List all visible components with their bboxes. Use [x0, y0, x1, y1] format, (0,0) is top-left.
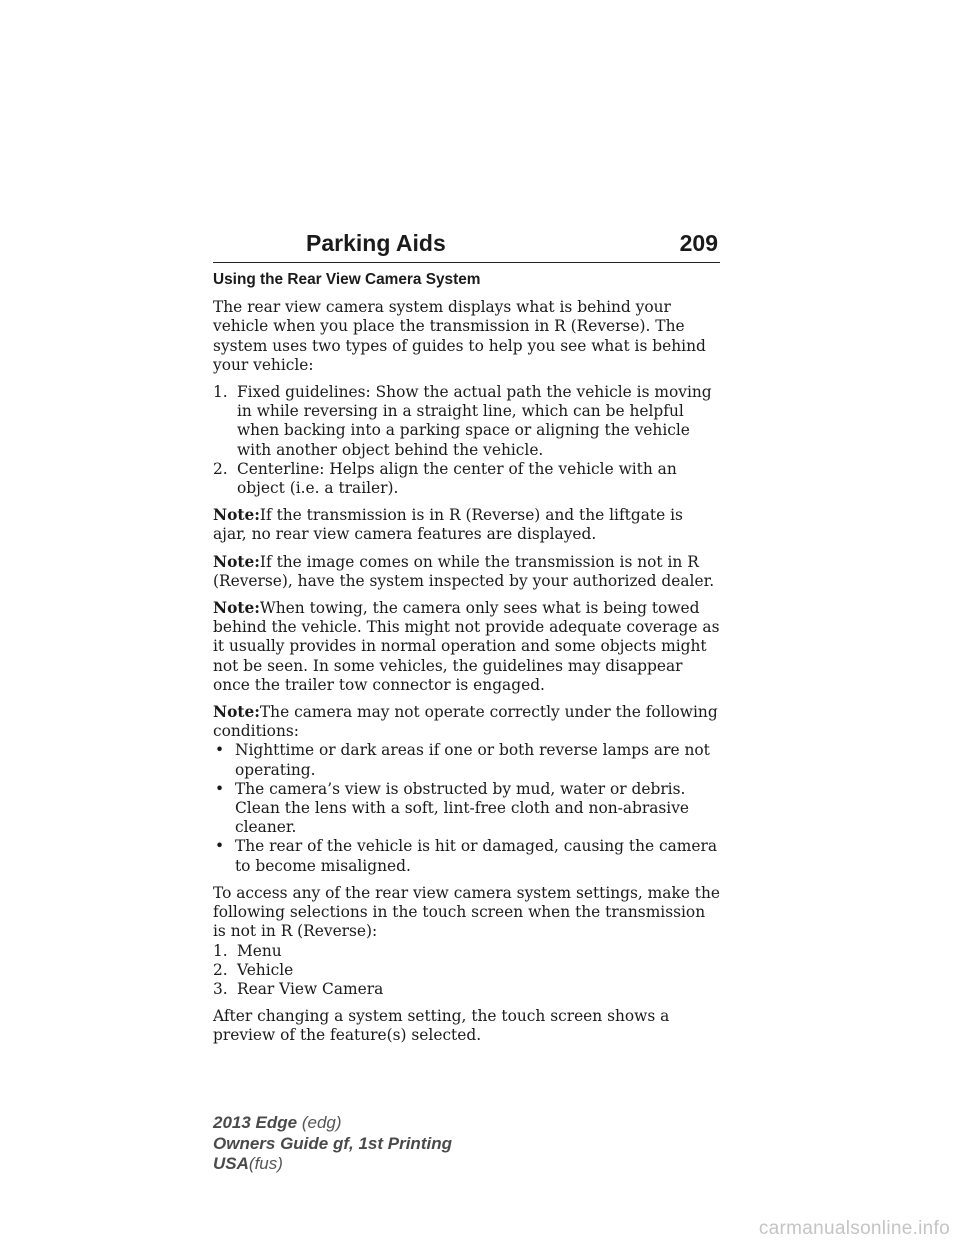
note-paragraph	[213, 703, 720, 741]
list-item	[213, 942, 720, 961]
guides-list	[213, 383, 720, 498]
list-marker: 1.	[213, 941, 228, 960]
list-item	[213, 460, 720, 498]
list-marker: 2.	[213, 459, 228, 478]
note-text: If the image comes on while the transmission is not in R (Reverse), have the system inspected by your authorized dealer.	[213, 552, 715, 590]
intro-paragraph: The rear view camera system displays what is behind your vehicle when you place the transmission in R (Reverse). The system uses two types of guides to help you see what is behind your vehicle:	[213, 298, 706, 374]
note-paragraph	[213, 553, 720, 591]
note-paragraph	[213, 506, 720, 544]
list-item	[213, 980, 720, 999]
note-label: Note:	[213, 506, 260, 525]
footer-model-code: (edg)	[301, 1113, 342, 1132]
note-label: Note:	[213, 599, 260, 618]
footer-model: 2013 Edge	[213, 1113, 298, 1132]
list-marker: 3.	[213, 979, 228, 998]
list-item-text: Vehicle	[237, 960, 294, 979]
footer-market: USA	[213, 1154, 249, 1173]
note-text: If the transmission is in R (Reverse) and the liftgate is ajar, no rear view camera features are displayed.	[213, 506, 683, 544]
site-watermark: carmanualsonline.info	[758, 1218, 950, 1239]
footer-guide-edition: Owners Guide gf, 1st Printing	[213, 1133, 452, 1153]
bullet-marker: •	[215, 741, 225, 760]
list-item-text: Fixed guidelines: Show the actual path the vehicle is moving in while reversing in a straight line, which can be helpful when backing into a parking space or aligning the vehicle with another object behind the vehicle.	[237, 383, 712, 459]
note-paragraph	[213, 599, 720, 695]
list-item	[213, 837, 720, 875]
list-item-text: The rear of the vehicle is hit or damaged, causing the camera to become misaligned.	[235, 837, 718, 875]
list-item-text: The camera’s view is obstructed by mud, water or debris. Clean the lens with a soft, lint-free cloth and non-abrasive cleaner.	[235, 779, 690, 837]
conditions-list	[213, 741, 720, 875]
access-paragraph: To access any of the rear view camera system settings, make the following selections in the touch screen when the transmission is not in R (Reverse):	[213, 883, 720, 941]
page-number: 209	[679, 230, 718, 256]
footer-market-code: (fus)	[248, 1154, 283, 1173]
bullet-marker: •	[215, 837, 225, 856]
list-item	[213, 383, 720, 460]
print-footer	[213, 1113, 452, 1175]
footer-line	[213, 1154, 452, 1175]
bullet-marker: •	[215, 779, 225, 798]
list-item	[213, 741, 720, 779]
list-marker: 2.	[213, 960, 228, 979]
note-label: Note:	[213, 703, 260, 722]
list-item	[213, 780, 720, 838]
list-item-text: Centerline: Helps align the center of the vehicle with an object (i.e. a trailer).	[237, 459, 677, 498]
chapter-title: Parking Aids	[306, 230, 446, 256]
list-item-text: Menu	[237, 941, 282, 960]
section-title: Using the Rear View Camera System	[213, 271, 481, 288]
list-item-text: Rear View Camera	[237, 979, 384, 998]
note-text: When towing, the camera only sees what is being towed behind the vehicle. This might not provide adequate coverage as it usually provides in normal operation and some objects might not be seen. In some vehicles, the guidelines may disappear once the trailer tow connector is engaged.	[213, 599, 720, 694]
list-marker: 1.	[213, 383, 228, 402]
page-content	[213, 270, 720, 1054]
page-header	[213, 228, 720, 263]
note-text: The camera may not operate correctly under the following conditions:	[213, 703, 718, 741]
list-item	[213, 961, 720, 980]
footer-line	[213, 1113, 452, 1134]
list-item-text: Nighttime or dark areas if one or both reverse lamps are not operating.	[235, 741, 710, 779]
steps-list	[213, 942, 720, 1000]
closing-paragraph: After changing a system setting, the touch screen shows a preview of the feature(s) selected.	[213, 1007, 670, 1045]
note-label: Note:	[213, 552, 260, 571]
